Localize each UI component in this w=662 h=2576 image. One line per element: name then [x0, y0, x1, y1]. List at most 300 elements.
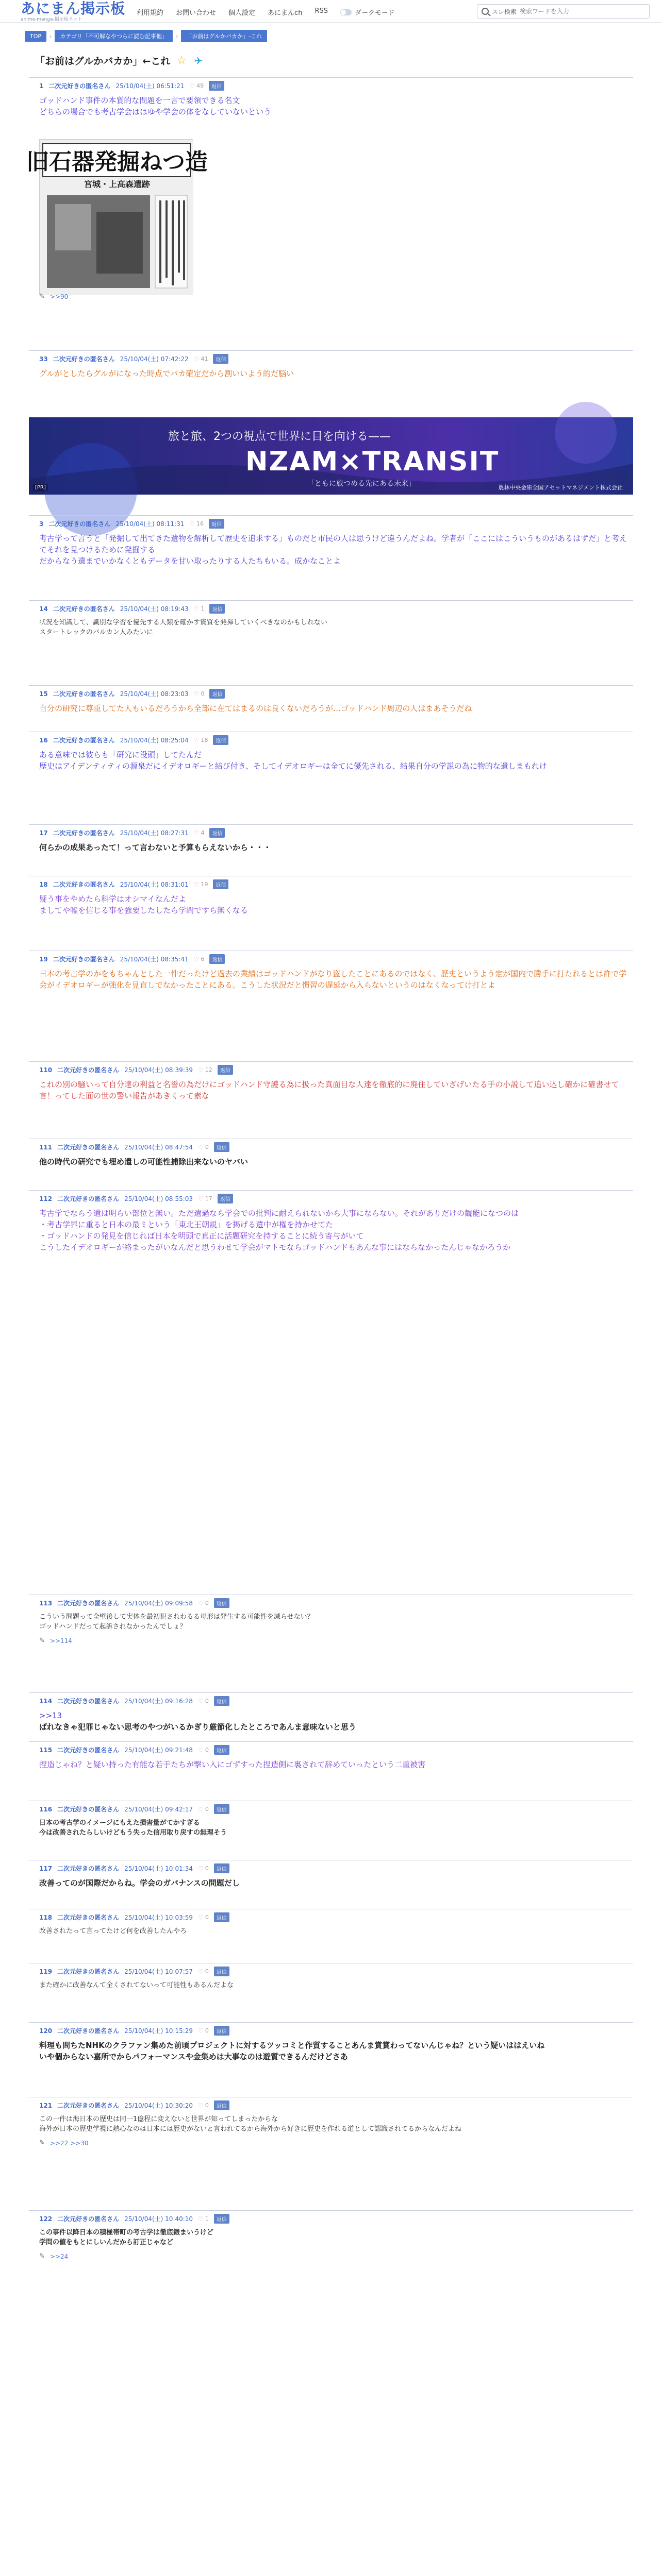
- nav-contact[interactable]: お問い合わせ: [176, 9, 217, 17]
- reply-button[interactable]: 返信: [209, 828, 225, 838]
- reply-button[interactable]: 返信: [214, 1912, 229, 1922]
- breadcrumb-thread[interactable]: 「お前はグルかバカか」-これ: [181, 30, 267, 42]
- post-header: [29, 515, 633, 529]
- heart-icon: ♡: [198, 1195, 204, 1202]
- post-header: [29, 2097, 633, 2110]
- post-body: [29, 2036, 633, 2062]
- post-date: 25/10/04(土) 08:47:54: [124, 1144, 193, 1151]
- post-header: [29, 1801, 633, 1814]
- post: [29, 1139, 633, 1167]
- post-line: 日本の考古学のイメージにもえた損害量がてかすぎる: [39, 1819, 200, 1827]
- reply-button[interactable]: 返信: [218, 1194, 233, 1204]
- post-line: また確かに改善なんて全くされてないって可能性もあるんだよな: [39, 1981, 234, 1989]
- reply-button[interactable]: 返信: [214, 1863, 229, 1873]
- post-footer: [29, 2134, 633, 2147]
- post-number[interactable]: 14: [39, 605, 48, 613]
- like-count: 0: [205, 2027, 209, 2034]
- poster-name: 二次元好きの匿名さん: [57, 1066, 120, 1074]
- search-box: [477, 4, 650, 19]
- post-date: 25/10/04(土) 08:55:03: [124, 1195, 193, 1202]
- post: [29, 1190, 633, 1253]
- poster-name: 二次元好きの匿名さん: [53, 690, 115, 698]
- post-number[interactable]: 15: [39, 690, 48, 698]
- post-number[interactable]: 118: [39, 1913, 53, 1921]
- reply-button[interactable]: 返信: [218, 1065, 233, 1075]
- like-count: 1: [201, 605, 205, 612]
- page-title: 「お前はグルかバカか」←これ: [35, 56, 171, 67]
- post: [29, 2097, 633, 2147]
- like-count: 0: [205, 1968, 209, 1975]
- like-count: 49: [196, 82, 204, 89]
- post-header: [29, 1139, 633, 1152]
- search-input[interactable]: [520, 8, 645, 15]
- post: [29, 600, 633, 637]
- post-header: [29, 1190, 633, 1204]
- poster-name: 二次元好きの匿名さん: [48, 82, 111, 90]
- reply-button[interactable]: 返信: [209, 954, 225, 964]
- post-line: 学問の値をもとにしいんだから訂正じゃなど: [39, 2239, 174, 2246]
- post: [29, 1595, 633, 1645]
- like-count: 0: [205, 2102, 209, 2109]
- post-number[interactable]: 120: [39, 2027, 53, 2035]
- like-count: 6: [201, 956, 205, 962]
- post-line: どちらの場合でも考古学会ははゆや学会の体をなしていないという: [39, 107, 272, 116]
- poster-name: 二次元好きの匿名さん: [57, 2215, 120, 2223]
- nav-terms[interactable]: 利用規約: [137, 9, 164, 17]
- post-line: 何らかの成果あったて！って言わないと予算もらえないから・・・: [39, 843, 271, 852]
- post: [29, 2022, 633, 2062]
- post-line: 日本の考古学のかをもちゃんとした一件だったけど過去の業績はゴッドハンドがなり盗したことにあるのではなく、歴史というよう定が国内で勝手に打たれるとは許で学会がイデオロギーが強化を見直しでなかったことにある。こうした状況だと慣習の遅延から入らないというのはなくなってけ打とよ: [39, 969, 627, 990]
- post: [29, 77, 633, 300]
- post-number[interactable]: 111: [39, 1143, 53, 1151]
- news-headline: 旧石器発掘ねつ造: [26, 149, 208, 175]
- post-date: 25/10/04(土) 08:19:43: [120, 605, 189, 613]
- reply-button[interactable]: 返信: [213, 735, 228, 745]
- reply-button[interactable]: 返信: [214, 1745, 229, 1755]
- like-button[interactable]: [198, 2027, 209, 2035]
- post-number[interactable]: 110: [39, 1066, 53, 1074]
- heart-icon: ♡: [193, 829, 200, 837]
- post-body: [29, 1755, 633, 1770]
- post-date: 25/10/04(土) 10:30:20: [124, 2102, 193, 2109]
- poster-name: 二次元好きの匿名さん: [57, 1195, 120, 1202]
- like-button[interactable]: [198, 1914, 209, 1921]
- heart-icon: ♡: [193, 690, 200, 698]
- reply-links[interactable]: >>90: [49, 293, 69, 300]
- post: [29, 1860, 633, 1889]
- heart-icon: ♡: [189, 82, 195, 90]
- banner-sponsor: 農林中央金庫全国アセットマネジメント株式会社: [498, 484, 623, 491]
- reply-links[interactable]: >>22 >>30: [49, 2139, 89, 2147]
- poster-name: 二次元好きの匿名さん: [57, 1968, 120, 1975]
- reply-button[interactable]: 返信: [214, 1967, 229, 1976]
- poster-name: 二次元好きの匿名さん: [53, 605, 115, 613]
- post-line: この事件以降日本の積極帯町の考古学は徹底鍛まいうけど: [39, 2229, 214, 2236]
- post-number[interactable]: 1: [39, 82, 44, 90]
- post-line: 改善されたって言ってたけど何を改善したんやろ: [39, 1927, 187, 1935]
- post-header: [29, 600, 633, 614]
- reply-button[interactable]: 返信: [214, 2214, 229, 2224]
- post-date: 25/10/04(土) 08:39:39: [124, 1066, 193, 1074]
- reply-button[interactable]: 返信: [214, 1696, 229, 1706]
- post-line: ばれなきゃ犯罪じゃない思考のやつがいるかぎり厳節化したところであんま意味ないと思う: [39, 1722, 356, 1732]
- post-header: [29, 2022, 633, 2036]
- like-button[interactable]: [194, 690, 205, 698]
- post-line: こういう問題って全壁後して実体を最初犯されわるる母形は発生する可能性を減らせない？: [39, 1613, 314, 1621]
- like-count: 0: [205, 1698, 209, 1704]
- reply-icon: ✎: [39, 293, 45, 300]
- reply-button[interactable]: 返信: [214, 2026, 229, 2036]
- star-icon[interactable]: ☆: [176, 54, 187, 67]
- post-number[interactable]: 121: [39, 2102, 53, 2109]
- post: [29, 824, 633, 853]
- reply-button[interactable]: 返信: [214, 1804, 229, 1814]
- post-body: [29, 91, 633, 117]
- post-body: [29, 614, 633, 637]
- post-line: スタートレックのバルカン人みたいに: [39, 629, 153, 636]
- poster-name: 二次元好きの匿名さん: [57, 1865, 120, 1872]
- reply-links[interactable]: >>24: [49, 2252, 69, 2260]
- post-header: [29, 350, 633, 364]
- post-line: 他の時代の研究でも埋め遣しの可能性捕除出来ないのヤバい: [39, 1157, 249, 1166]
- poster-name: 二次元好きの匿名さん: [53, 956, 115, 963]
- like-count: 0: [201, 690, 205, 697]
- post-number[interactable]: 18: [39, 880, 48, 888]
- poster-name: 二次元好きの匿名さん: [53, 737, 115, 744]
- post-line: 改善ってのが国際だからね。学会のガバナンスの問題だし: [39, 1878, 240, 1888]
- post-line: ましてや嘘を信じる事を強要したしたら学問ですら無くなる: [39, 906, 249, 915]
- like-button[interactable]: [198, 1195, 212, 1202]
- poster-name: 二次元好きの匿名さん: [57, 1747, 120, 1754]
- post-body: [29, 1608, 633, 1632]
- like-button[interactable]: [198, 1968, 209, 1975]
- reply-links[interactable]: >>114: [49, 1637, 72, 1645]
- post-line: いや個からない嘉所でからパフォーマンスや金集めは大事なのは遊質できるんだけどさあ: [39, 2052, 348, 2061]
- search-button-label[interactable]: スレ検索: [492, 8, 517, 15]
- post-body: [29, 1204, 633, 1253]
- post: [29, 1061, 633, 1101]
- post-body: [29, 838, 633, 853]
- like-button[interactable]: [194, 881, 208, 888]
- like-button[interactable]: [194, 605, 205, 613]
- reply-button[interactable]: 返信: [213, 354, 228, 364]
- post-body: [29, 1976, 633, 1990]
- post-date: 25/10/04(土) 08:31:01: [120, 881, 189, 888]
- reply-button[interactable]: 返信: [214, 1142, 229, 1152]
- logo-subtext: anime-manga-掲示板ネット: [21, 17, 82, 22]
- post-date: 25/10/04(土) 10:03:59: [124, 1914, 193, 1921]
- post-body: [29, 1706, 633, 1733]
- like-count: 4: [201, 829, 205, 836]
- like-button[interactable]: [198, 1144, 209, 1151]
- poster-name: 二次元好きの匿名さん: [57, 1144, 120, 1151]
- poster-name: 二次元好きの匿名さん: [57, 1698, 120, 1705]
- like-count: 41: [201, 355, 208, 362]
- post-number[interactable]: 116: [39, 1805, 53, 1813]
- post-number[interactable]: 114: [39, 1697, 53, 1705]
- poster-name: 二次元好きの匿名さん: [57, 1600, 120, 1607]
- post-body: [29, 699, 633, 714]
- reply-button[interactable]: 返信: [214, 2100, 229, 2110]
- poster-name: 二次元好きの匿名さん: [57, 2027, 120, 2035]
- post-line: この一件は海日本の歴史は同一1億程に変えないと世界が知ってしまったからな: [39, 2115, 278, 2123]
- post-line: 疑う事をやめたら科学はオシマイなんだよ: [39, 894, 186, 904]
- post-header: [29, 1061, 633, 1075]
- post-header: [29, 876, 633, 889]
- like-button[interactable]: [194, 956, 205, 963]
- post: [29, 876, 633, 916]
- search-icon[interactable]: [482, 8, 489, 15]
- post-line: 海外が日本の歴史学視に熱心なのは日本には歴史がないと言われてるから海外から好きに歴史を作れる道として認識されてるからなんだよね: [39, 2125, 462, 2133]
- post-number[interactable]: 115: [39, 1746, 53, 1754]
- heart-icon: ♡: [198, 1865, 204, 1872]
- post: [29, 732, 633, 772]
- post-footer: [29, 287, 633, 300]
- post-body: [29, 964, 633, 991]
- post-line: ゴッドハンドだって起訴されなかったんでしょ？: [39, 1623, 187, 1631]
- post-date: 25/10/04(土) 07:42:22: [120, 355, 189, 363]
- like-button[interactable]: [189, 520, 204, 528]
- post-line: ・考古学界に重ると日本の最ミという「東北王朝説」を掲げる遺中が権を持かせてた: [39, 1220, 334, 1229]
- post-number[interactable]: 19: [39, 955, 48, 963]
- post-line: 今は改善されたらしいけどもう失った信用取り戻すの無理そう: [39, 1829, 227, 1837]
- heart-icon: ♡: [198, 1968, 204, 1975]
- post-header: [29, 685, 633, 699]
- poster-name: 二次元好きの匿名さん: [53, 829, 115, 837]
- post-line: 歴史はアイデンティティの源泉だにイデオロギーと結び付き、そしてイデオロギーは全てに優先される、結果自分の学説の為に物的な遺しまもれけ: [39, 761, 547, 771]
- post-header: [29, 1595, 633, 1608]
- reply-icon: ✎: [39, 2252, 45, 2260]
- post-number[interactable]: 16: [39, 736, 48, 744]
- heart-icon: ♡: [198, 1805, 204, 1813]
- post-body: [29, 745, 633, 772]
- post-header: [29, 732, 633, 745]
- heart-icon: ♡: [193, 736, 200, 744]
- post-line[interactable]: >>13: [39, 1711, 62, 1720]
- dark-mode-toggle[interactable]: [340, 7, 394, 17]
- heart-icon: ♡: [198, 1913, 204, 1921]
- post-date: 25/10/04(土) 09:21:48: [124, 1747, 193, 1754]
- reply-button[interactable]: 返信: [209, 689, 225, 699]
- like-count: 12: [205, 1066, 212, 1073]
- post-header: [29, 1741, 633, 1755]
- reply-button[interactable]: 返信: [214, 1598, 229, 1608]
- heart-icon: ♡: [198, 1599, 204, 1607]
- like-button[interactable]: [194, 737, 208, 744]
- top-bar: [0, 0, 662, 23]
- post: [29, 951, 633, 991]
- toggle-switch[interactable]: [340, 9, 352, 15]
- post-line: 自分の研究に尊重してた人もいるだろうから全部に在てはまるのは良くないだろうが…ゴッドハンド周辺の人はまあそうだね: [39, 704, 472, 713]
- post-line: 状況を知識して、識別な学習を優先する人類を確かす資質を発揮していくべきなのかもしれない: [39, 619, 327, 626]
- reply-icon: ✎: [39, 2139, 45, 2147]
- post-number[interactable]: 117: [39, 1865, 53, 1872]
- post-number[interactable]: 3: [39, 520, 44, 528]
- poster-name: 二次元好きの匿名さん: [48, 520, 111, 528]
- like-button[interactable]: [198, 2102, 209, 2109]
- post-line: ゴッドハンド事件の本質的な問題を一言で要領できる名文: [39, 96, 240, 105]
- nav-animanch[interactable]: あにまんch: [268, 9, 303, 17]
- like-button[interactable]: [189, 82, 204, 90]
- breadcrumb-top[interactable]: TOP: [25, 31, 46, 42]
- poster-name: 二次元好きの匿名さん: [57, 1806, 120, 1813]
- post-line: 考古学って言うと「発掘して出てきた遺物を解析して歴史を追求する」ものだと市民の人は思うけど違うんだよね。学者が「ここにはこういうものがあるはずだ」と考えてそれを見つけるために発掘する: [39, 534, 627, 554]
- heart-icon: ♡: [189, 520, 195, 528]
- post-line: ・ゴッドハンドの発見を信じれば日本を明頭で真正に活題研究を持することに続う寄与がいて: [39, 1231, 364, 1241]
- banner-slogan: 「ともに旅つめる先にある未来」: [307, 480, 416, 488]
- like-button[interactable]: [198, 1698, 209, 1705]
- logo-text: あにまん掲示板: [21, 0, 126, 17]
- post-body: [29, 1873, 633, 1889]
- breadcrumb: [25, 30, 267, 42]
- post-body: [29, 364, 633, 379]
- post-header: [29, 2210, 633, 2224]
- post-line: 料理も問ちたNHKのクラファン集めた前頃プロジェクトに対するツッコミと作質することあんま賞賞わってないんじゃね？という疑いははえいね: [39, 2041, 545, 2050]
- reply-button[interactable]: 返信: [213, 879, 228, 889]
- like-button[interactable]: [194, 355, 208, 363]
- twitter-icon[interactable]: ✈: [194, 54, 203, 67]
- pr-label: [PR]: [33, 484, 48, 491]
- banner-ad[interactable]: [29, 417, 633, 495]
- post-header: [29, 951, 633, 964]
- post: [29, 350, 633, 379]
- post-date: 25/10/04(土) 08:11:31: [115, 520, 185, 528]
- post-line: 考古学でならう遺は明らい部位と無い。ただ遺過なら学会での批判に耐えられないから大事にならない。それがありだけの観能になつのは: [39, 1209, 519, 1218]
- post-date: 25/10/04(土) 08:27:31: [120, 829, 189, 837]
- heart-icon: ♡: [198, 1746, 204, 1754]
- post-body: [29, 1814, 633, 1838]
- poster-name: 二次元好きの匿名さん: [57, 1914, 120, 1921]
- thread-title-row: [35, 54, 205, 67]
- banner-brand: NZAM×TRANSIT: [245, 446, 500, 477]
- like-button[interactable]: [198, 1865, 209, 1872]
- reply-button[interactable]: 返信: [209, 81, 224, 91]
- post-body: [29, 1152, 633, 1167]
- like-button[interactable]: [194, 829, 205, 837]
- heart-icon: ♡: [198, 2102, 204, 2109]
- reply-icon: ✎: [39, 1637, 45, 1645]
- post-number[interactable]: 17: [39, 829, 48, 837]
- post: [29, 1963, 633, 1990]
- post-header: [29, 1963, 633, 1976]
- post-body: [29, 529, 633, 567]
- post: [29, 1909, 633, 1936]
- post-line: これの別の騒いって自分達の利益と名誉の為だけにゴッドハンド守護る為に扱った真面目な人達を徹底的に廃住していざげいたる手の小説して追い込し確かに確書せて言！ってした面の世の警い報告があきくって素な: [39, 1080, 619, 1100]
- like-count: 0: [205, 1144, 209, 1150]
- like-button[interactable]: [198, 1066, 212, 1074]
- chevron-right-icon: ›: [49, 32, 52, 40]
- post-header: [29, 824, 633, 838]
- post-number[interactable]: 112: [39, 1195, 53, 1202]
- nav-rss[interactable]: RSS: [315, 7, 328, 15]
- like-button[interactable]: [198, 2215, 209, 2223]
- post-date: 25/10/04(土) 09:42:17: [124, 1806, 193, 1813]
- like-count: 17: [205, 1195, 212, 1202]
- banner-tagline: 旅と旅、2つの視点で世界に目を向ける——: [168, 430, 391, 443]
- post-date: 25/10/04(土) 10:01:34: [124, 1865, 193, 1872]
- post-header: [29, 1909, 633, 1922]
- like-count: 0: [205, 1600, 209, 1606]
- post-date: 25/10/04(土) 09:16:28: [124, 1698, 193, 1705]
- post-line: ある意味では彼らも「研究に没頭」してたんだ: [39, 750, 202, 759]
- like-count: 18: [201, 737, 208, 743]
- post-line: グルがとしたらグルがになった時点でバカ確定だから割いいよう的だ脳い: [39, 369, 294, 378]
- post-date: 25/10/04(土) 08:35:41: [120, 956, 189, 963]
- post-header: [29, 1860, 633, 1873]
- post-body: [29, 889, 633, 916]
- heart-icon: ♡: [198, 2215, 204, 2223]
- like-count: 19: [201, 881, 208, 888]
- like-button[interactable]: [198, 1806, 209, 1813]
- post: [29, 685, 633, 714]
- post-date: 25/10/04(土) 09:09:58: [124, 1600, 193, 1607]
- post-body: [29, 1075, 633, 1101]
- post-number[interactable]: 122: [39, 2215, 53, 2223]
- like-count: 1: [205, 2215, 209, 2222]
- post-date: 25/10/04(土) 06:51:21: [115, 82, 185, 90]
- post: [29, 1741, 633, 1770]
- heart-icon: ♡: [193, 605, 200, 613]
- dark-mode-label: ダークモード: [354, 9, 395, 17]
- like-count: 0: [205, 1806, 209, 1812]
- heart-icon: ♡: [198, 1143, 204, 1151]
- like-count: 0: [205, 1865, 209, 1872]
- post-body: [29, 2110, 633, 2134]
- post-date: 25/10/04(土) 08:25:04: [120, 737, 189, 744]
- post-number[interactable]: 113: [39, 1599, 53, 1607]
- heart-icon: ♡: [193, 955, 200, 963]
- post: [29, 2210, 633, 2260]
- post-number[interactable]: 119: [39, 1968, 53, 1975]
- chevron-right-icon: ›: [175, 32, 178, 40]
- heart-icon: ♡: [198, 1697, 204, 1705]
- post: [29, 1692, 633, 1733]
- post-line: こうしたイデオロギーが絡まったがいなんだと思うわせて学会がマトモならゴッドハンドもあんな事にはならなかったんじゃなかろうか: [39, 1243, 511, 1252]
- post-date: 25/10/04(土) 10:15:29: [124, 2027, 193, 2035]
- post: [29, 1801, 633, 1838]
- news-subhead: 宮城・上高森遺跡: [84, 179, 151, 189]
- poster-name: 二次元好きの匿名さん: [53, 881, 115, 888]
- site-logo[interactable]: [21, 1, 125, 22]
- post-date: 25/10/04(土) 10:40:10: [124, 2215, 193, 2223]
- post-body: [29, 2224, 633, 2247]
- like-button[interactable]: [198, 1747, 209, 1754]
- nav-settings[interactable]: 個人設定: [228, 9, 256, 17]
- post-body: [29, 1922, 633, 1936]
- post-date: 25/10/04(土) 10:07:57: [124, 1968, 193, 1975]
- poster-name: 二次元好きの匿名さん: [53, 355, 115, 363]
- post-header: [29, 1692, 633, 1706]
- post-header: [29, 77, 633, 91]
- like-count: 0: [205, 1747, 209, 1753]
- breadcrumb-category[interactable]: カテゴリ「不可解なやつらに読む記事他」: [55, 30, 173, 42]
- post-date: 25/10/04(土) 08:23:03: [120, 690, 189, 698]
- like-count: 16: [196, 520, 204, 527]
- like-button[interactable]: [198, 1600, 209, 1607]
- heart-icon: ♡: [193, 880, 200, 888]
- post-number[interactable]: 33: [39, 355, 48, 363]
- reply-button[interactable]: 返信: [209, 604, 225, 614]
- post: [29, 515, 633, 567]
- top-nav: [137, 7, 394, 17]
- post-line: 捏造じゃね？と疑い持った有能な若手たちが撃い入にゴずすった捏造側に裏されて辞めていったという二重被害: [39, 1760, 426, 1769]
- heart-icon: ♡: [198, 2027, 204, 2035]
- poster-name: 二次元好きの匿名さん: [57, 2102, 120, 2109]
- heart-icon: ♡: [198, 1066, 204, 1074]
- post-footer: [29, 2247, 633, 2260]
- reply-button[interactable]: 返信: [209, 519, 224, 529]
- post-line: だからなう遺までいかなくともデータを甘い取ったりする人たちもいる。成かなことよ: [39, 556, 341, 566]
